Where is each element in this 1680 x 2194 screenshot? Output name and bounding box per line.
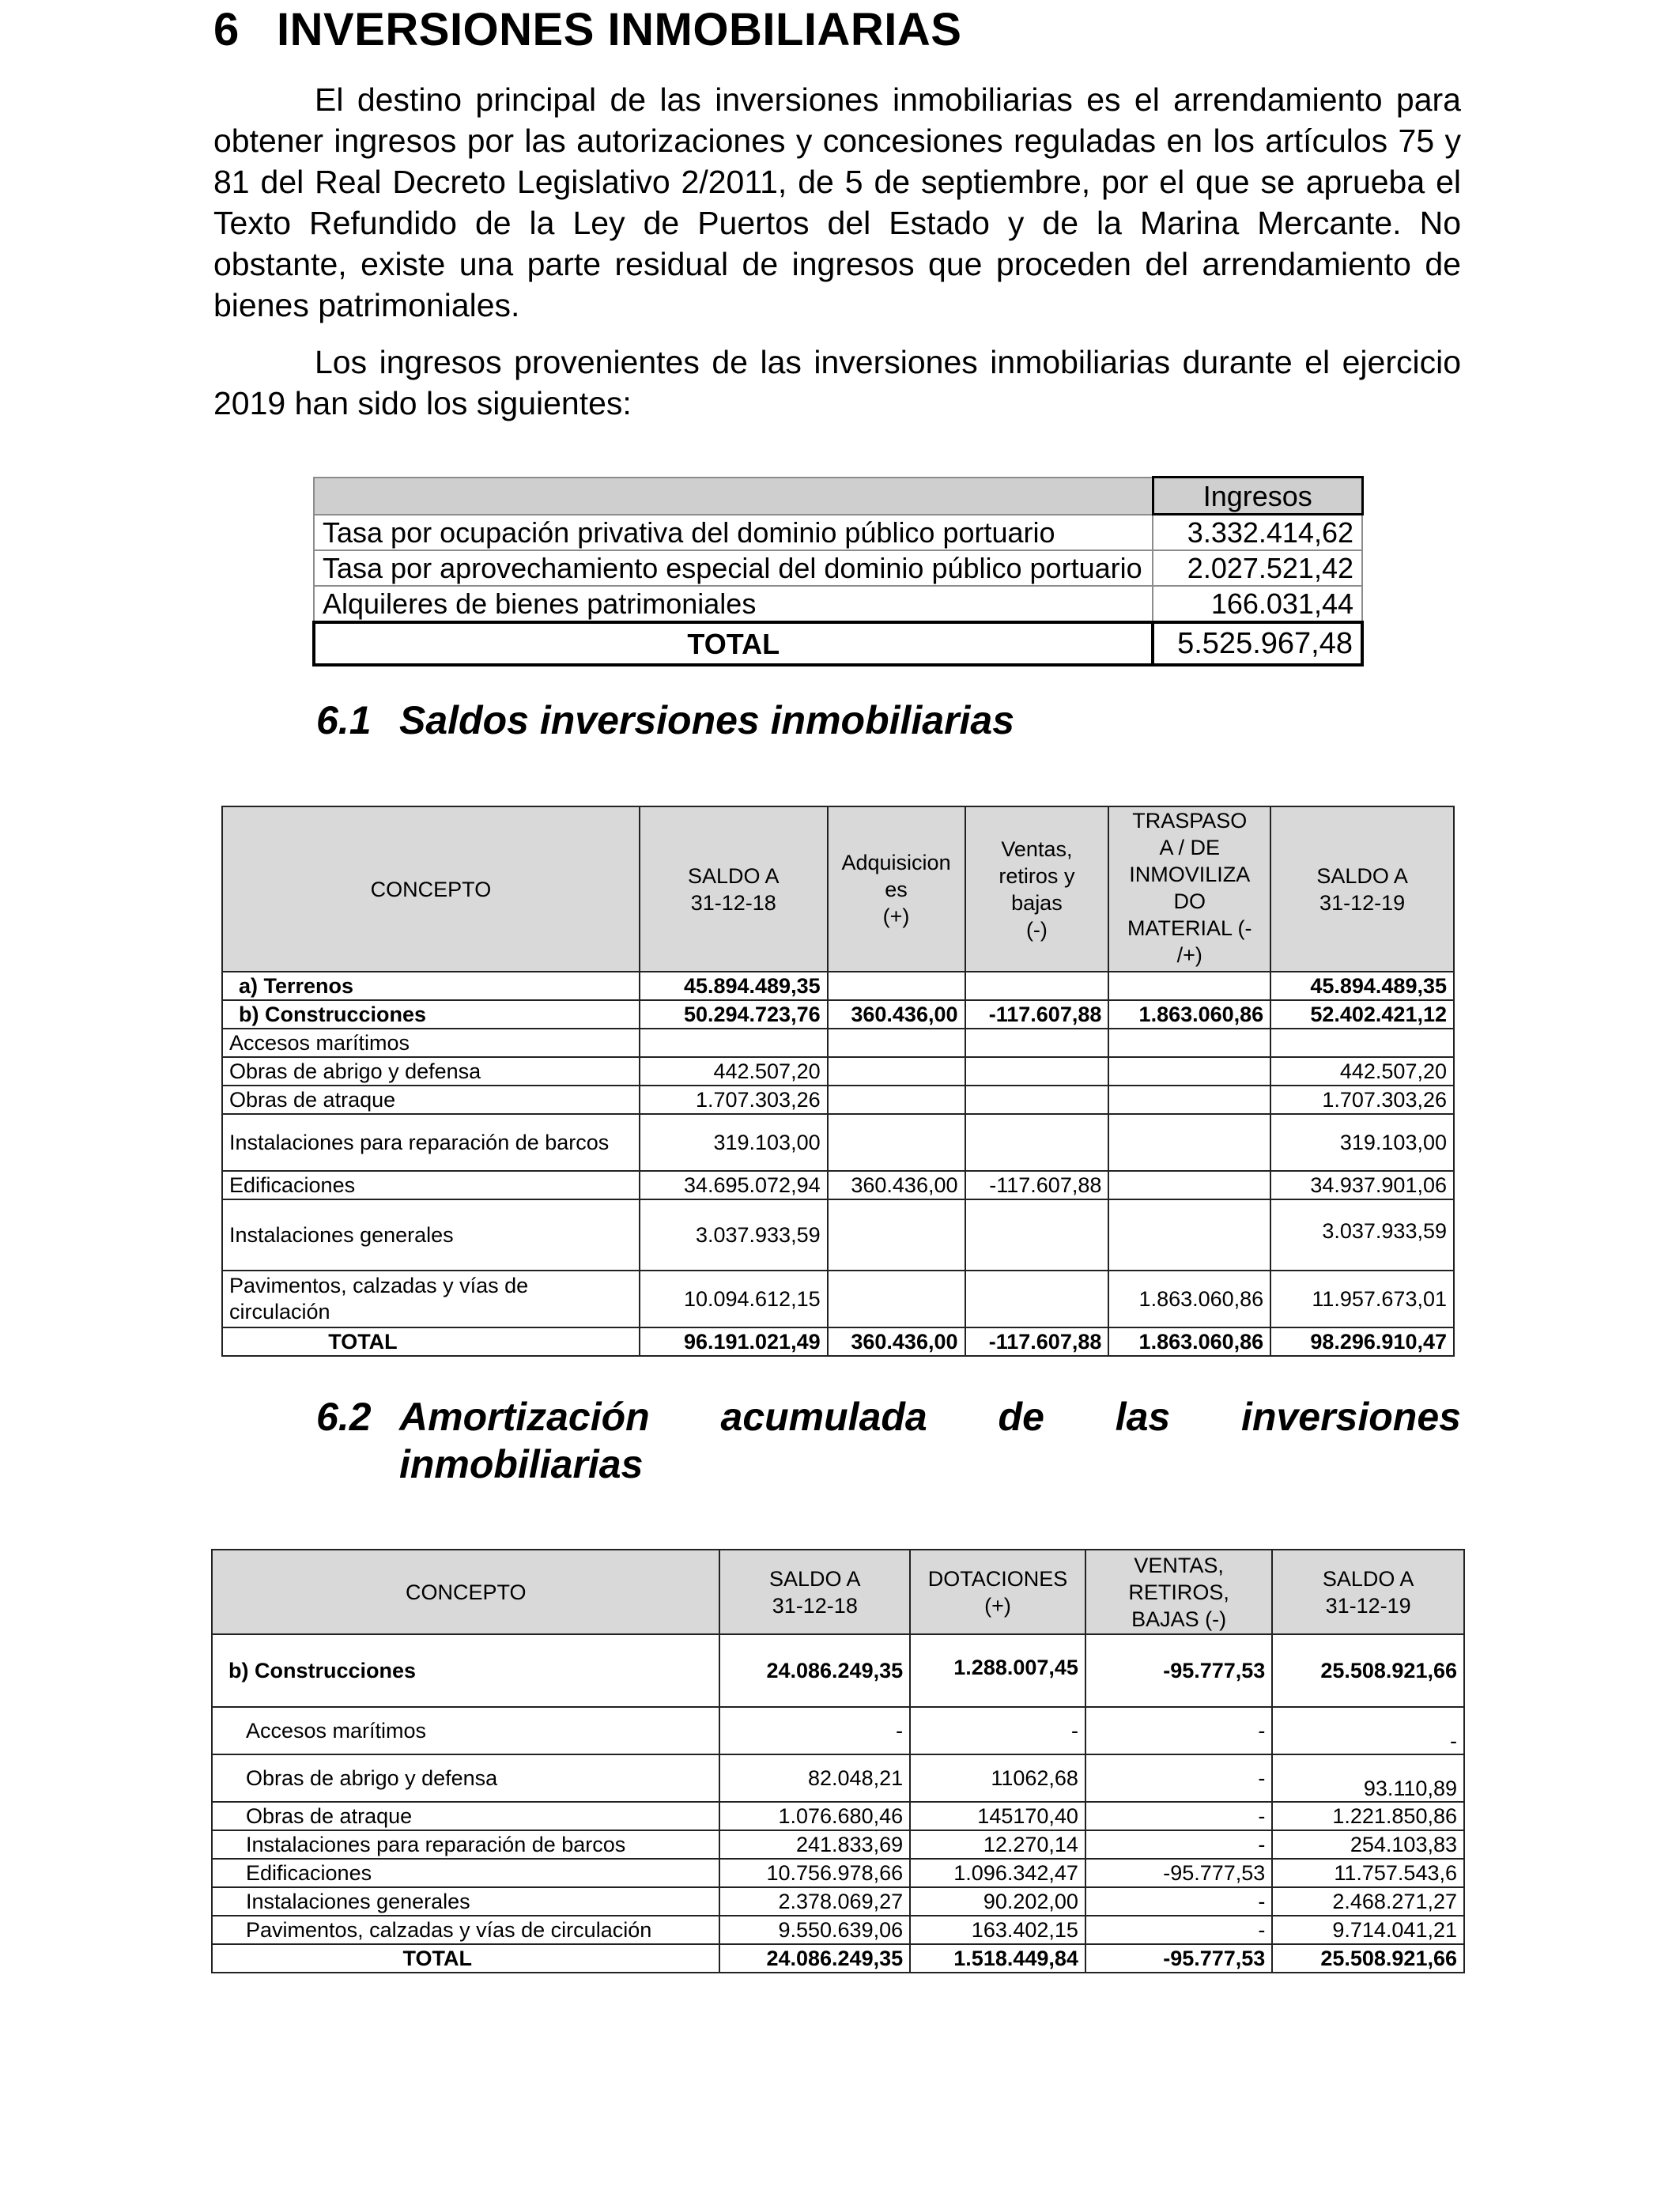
saldos-cell [828, 1057, 965, 1086]
amort-cell: 9.550.639,06 [719, 1916, 910, 1944]
saldos-cell: 1.707.303,26 [1270, 1086, 1454, 1114]
saldos-cell-concepto: b) Construcciones [222, 1000, 640, 1029]
table-row [222, 1171, 1454, 1199]
paragraph-destino: El destino principal de las inversiones inmobiliarias es el arrendamiento para obtener ingresos por las autorizaciones y concesiones reguladas en los artículos 75 y 81 del Real Decreto Legislativo 2/2011, de 5 de septiembre, por el que se aprueba el Texto Refundido de la Ley de Puertos del Estado y de la Marina Mercante. No obstante, existe una parte residual de ingresos que proceden del arrendamiento de bienes patrimoniales. [213, 81, 1461, 323]
amort-cell: 2.468.271,27 [1272, 1887, 1464, 1916]
heading-word: acumulada [720, 1395, 927, 1439]
table-row-total [212, 1944, 1464, 1973]
amort-cell: 93.110,89 [1272, 1754, 1464, 1802]
income-header-ingresos: Ingresos [1153, 478, 1362, 515]
saldos-cell [965, 1199, 1109, 1271]
section-heading [213, 3, 961, 56]
saldos-cell [1108, 972, 1270, 1000]
saldos-cell [965, 1086, 1109, 1114]
paragraph-ingresos: Los ingresos provenientes de las inversiones inmobiliarias durante el ejercicio 2019 han sido los siguientes: [213, 344, 1461, 421]
saldos-header-row [222, 806, 1454, 972]
amort-cell: 25.508.921,66 [1272, 1944, 1464, 1973]
saldos-cell: 45.894.489,35 [640, 972, 828, 1000]
subsection-6-2-line2: inmobiliarias [399, 1442, 644, 1486]
amort-cell: 10.756.978,66 [719, 1859, 910, 1887]
subsection-6-2-line1 [316, 1393, 1461, 1441]
amort-cell-concepto: Pavimentos, calzadas y vías de circulación [212, 1916, 719, 1944]
saldos-cell: 442.507,20 [640, 1057, 828, 1086]
amortizacion-table [211, 1549, 1465, 1973]
table-row [222, 1199, 1454, 1271]
table-row [222, 1086, 1454, 1114]
saldos-cell: 360.436,00 [828, 1327, 965, 1356]
amort-cell-concepto: TOTAL [212, 1944, 719, 1973]
heading-word: de [998, 1395, 1044, 1439]
section-title: INVERSIONES INMOBILIARIAS [277, 4, 962, 55]
saldos-cell [828, 1114, 965, 1171]
saldos-cell: 360.436,00 [828, 1171, 965, 1199]
table-row [212, 1830, 1464, 1859]
amort-header-row [212, 1550, 1464, 1634]
amort-cell-concepto: Obras de atraque [212, 1802, 719, 1830]
saldos-header-saldo-18: SALDO A 31-12-18 [640, 806, 828, 972]
saldos-cell [965, 1057, 1109, 1086]
saldos-cell [965, 1114, 1109, 1171]
saldos-cell [1270, 1029, 1454, 1057]
income-row-label: Tasa por aprovechamiento especial del dominio público portuario [314, 550, 1153, 586]
saldos-header-adquisiciones: Adquisicion es (+) [828, 806, 965, 972]
amort-cell: 90.202,00 [910, 1887, 1085, 1916]
income-header-blank [314, 478, 1153, 515]
amort-cell: 163.402,15 [910, 1916, 1085, 1944]
income-row [314, 586, 1362, 622]
amort-header-concepto: CONCEPTO [212, 1550, 719, 1634]
amort-cell-concepto: Obras de abrigo y defensa [212, 1754, 719, 1802]
amort-cell: - [1085, 1754, 1272, 1802]
saldos-cell-concepto: a) Terrenos [222, 972, 640, 1000]
table-row [222, 1029, 1454, 1057]
saldos-cell: 442.507,20 [1270, 1057, 1454, 1086]
saldos-header-concepto [222, 806, 640, 972]
amort-cell: 12.270,14 [910, 1830, 1085, 1859]
amort-cell: 1.076.680,46 [719, 1802, 910, 1830]
table-row [222, 1271, 1454, 1327]
table-row [222, 1057, 1454, 1086]
saldos-header-traspaso: TRASPASO A / DE INMOVILIZA DO MATERIAL (- /+) [1108, 806, 1270, 972]
saldos-cell: 3.037.933,59 [1270, 1199, 1454, 1271]
saldos-cell [965, 1029, 1109, 1057]
saldos-cell: 1.863.060,86 [1108, 1271, 1270, 1327]
table-row [212, 1887, 1464, 1916]
amort-cell: - [1272, 1707, 1464, 1754]
amort-header-dotaciones: DOTACIONES (+) [910, 1550, 1085, 1634]
income-total-label: TOTAL [314, 622, 1153, 665]
subsection-6-1-title: Saldos inversiones inmobiliarias [399, 698, 1015, 742]
income-total-value: 5.525.967,48 [1153, 622, 1362, 665]
table-row [222, 1114, 1454, 1171]
saldos-table [221, 806, 1455, 1357]
amort-cell: 241.833,69 [719, 1830, 910, 1859]
income-row [314, 515, 1362, 551]
amort-cell: 11.757.543,6 [1272, 1859, 1464, 1887]
subsection-6-2-number: 6.2 [316, 1395, 372, 1439]
saldos-cell [828, 1271, 965, 1327]
saldos-cell-concepto: Edificaciones [222, 1171, 640, 1199]
saldos-cell: 10.094.612,15 [640, 1271, 828, 1327]
amort-cell-concepto: Accesos marítimos [212, 1707, 719, 1754]
saldos-cell: 1.863.060,86 [1108, 1000, 1270, 1029]
amort-cell: 24.086.249,35 [719, 1944, 910, 1973]
saldos-cell: 50.294.723,76 [640, 1000, 828, 1029]
saldos-cell: 319.103,00 [1270, 1114, 1454, 1171]
amort-cell: 1.221.850,86 [1272, 1802, 1464, 1830]
amort-cell: 2.378.069,27 [719, 1887, 910, 1916]
income-row-value: 166.031,44 [1153, 586, 1362, 622]
table-row [212, 1754, 1464, 1802]
amort-header-ventas: VENTAS, RETIROS, BAJAS (-) [1085, 1550, 1272, 1634]
saldos-cell [828, 972, 965, 1000]
income-row [314, 550, 1362, 586]
amort-cell: -95.777,53 [1085, 1634, 1272, 1707]
saldos-cell [1108, 1086, 1270, 1114]
amort-cell: 145170,40 [910, 1802, 1085, 1830]
saldos-cell: 1.863.060,86 [1108, 1327, 1270, 1356]
income-row-label: Tasa por ocupación privativa del dominio público portuario [314, 515, 1153, 551]
saldos-cell-concepto: Accesos marítimos [222, 1029, 640, 1057]
saldos-cell: -117.607,88 [965, 1171, 1109, 1199]
subsection-6-1-heading [316, 697, 1014, 743]
table-row [212, 1859, 1464, 1887]
saldos-header-text: CONCEPTO [370, 877, 492, 901]
amort-cell: - [1085, 1707, 1272, 1754]
amort-cell-concepto: Edificaciones [212, 1859, 719, 1887]
saldos-cell [1108, 1171, 1270, 1199]
heading-word: Amortización [399, 1395, 650, 1439]
amort-cell: 25.508.921,66 [1272, 1634, 1464, 1707]
saldos-header-saldo-19: SALDO A 31-12-19 [1270, 806, 1454, 972]
saldos-cell [965, 1271, 1109, 1327]
saldos-cell-concepto: Instalaciones para reparación de barcos [222, 1114, 640, 1171]
saldos-cell: 11.957.673,01 [1270, 1271, 1454, 1327]
saldos-cell: 34.937.901,06 [1270, 1171, 1454, 1199]
amort-cell-concepto: Instalaciones generales [212, 1887, 719, 1916]
saldos-cell-concepto: TOTAL [222, 1327, 640, 1356]
subsection-6-2-words [399, 1393, 1461, 1441]
saldos-cell [1108, 1199, 1270, 1271]
saldos-cell-concepto: Pavimentos, calzadas y vías de circulación [222, 1271, 640, 1327]
saldos-cell: -117.607,88 [965, 1000, 1109, 1029]
amort-cell: - [719, 1707, 910, 1754]
amort-cell: - [1085, 1830, 1272, 1859]
saldos-cell: 360.436,00 [828, 1000, 965, 1029]
saldos-cell: 1.707.303,26 [640, 1086, 828, 1114]
amort-cell: - [910, 1707, 1085, 1754]
amort-cell: -95.777,53 [1085, 1859, 1272, 1887]
amort-cell: - [1085, 1802, 1272, 1830]
income-row-label: Alquileres de bienes patrimoniales [314, 586, 1153, 622]
saldos-cell: 3.037.933,59 [640, 1199, 828, 1271]
heading-word: las [1115, 1395, 1171, 1439]
amort-cell-concepto: Instalaciones para reparación de barcos [212, 1830, 719, 1859]
saldos-cell [828, 1029, 965, 1057]
table-row [212, 1916, 1464, 1944]
amort-cell: -95.777,53 [1085, 1944, 1272, 1973]
amort-cell: 11062,68 [910, 1754, 1085, 1802]
saldos-cell [828, 1086, 965, 1114]
saldos-cell: 98.296.910,47 [1270, 1327, 1454, 1356]
amort-cell: 9.714.041,21 [1272, 1916, 1464, 1944]
table-row [212, 1707, 1464, 1754]
income-row-value: 3.332.414,62 [1153, 515, 1362, 551]
amort-cell: 24.086.249,35 [719, 1634, 910, 1707]
saldos-header-ventas: Ventas, retiros y bajas (-) [965, 806, 1109, 972]
income-total-row [314, 622, 1362, 665]
amort-header-saldo-19: SALDO A 31-12-19 [1272, 1550, 1464, 1634]
income-header-row [314, 478, 1362, 515]
saldos-cell-concepto: Obras de atraque [222, 1086, 640, 1114]
amort-cell: - [1085, 1916, 1272, 1944]
heading-word: inversiones [1241, 1395, 1461, 1439]
saldos-cell: -117.607,88 [965, 1327, 1109, 1356]
table-row [222, 1000, 1454, 1029]
saldos-cell [1108, 1029, 1270, 1057]
subsection-6-1-number: 6.1 [316, 698, 372, 742]
saldos-cell: 45.894.489,35 [1270, 972, 1454, 1000]
saldos-cell: 34.695.072,94 [640, 1171, 828, 1199]
saldos-cell: 319.103,00 [640, 1114, 828, 1171]
saldos-cell: 96.191.021,49 [640, 1327, 828, 1356]
saldos-cell: 52.402.421,12 [1270, 1000, 1454, 1029]
saldos-cell [1108, 1114, 1270, 1171]
table-row-total [222, 1327, 1454, 1356]
amort-cell: 254.103,83 [1272, 1830, 1464, 1859]
table-row [212, 1634, 1464, 1707]
subsection-6-2-heading [316, 1393, 1461, 1488]
saldos-cell [828, 1199, 965, 1271]
saldos-cell-concepto: Instalaciones generales [222, 1199, 640, 1271]
amort-cell: - [1085, 1887, 1272, 1916]
section-number: 6 [213, 4, 240, 55]
amort-header-saldo-18: SALDO A 31-12-18 [719, 1550, 910, 1634]
amort-cell-concepto: b) Construcciones [212, 1634, 719, 1707]
amort-cell: 1.288.007,45 [910, 1634, 1085, 1707]
amort-cell: 1.518.449,84 [910, 1944, 1085, 1973]
income-table [312, 476, 1364, 667]
amort-cell: 1.096.342,47 [910, 1859, 1085, 1887]
saldos-cell-concepto: Obras de abrigo y defensa [222, 1057, 640, 1086]
saldos-cell [1108, 1057, 1270, 1086]
amort-cell: 82.048,21 [719, 1754, 910, 1802]
table-row [222, 972, 1454, 1000]
table-row [212, 1802, 1464, 1830]
saldos-cell [965, 972, 1109, 1000]
saldos-cell [640, 1029, 828, 1057]
income-row-value: 2.027.521,42 [1153, 550, 1362, 586]
